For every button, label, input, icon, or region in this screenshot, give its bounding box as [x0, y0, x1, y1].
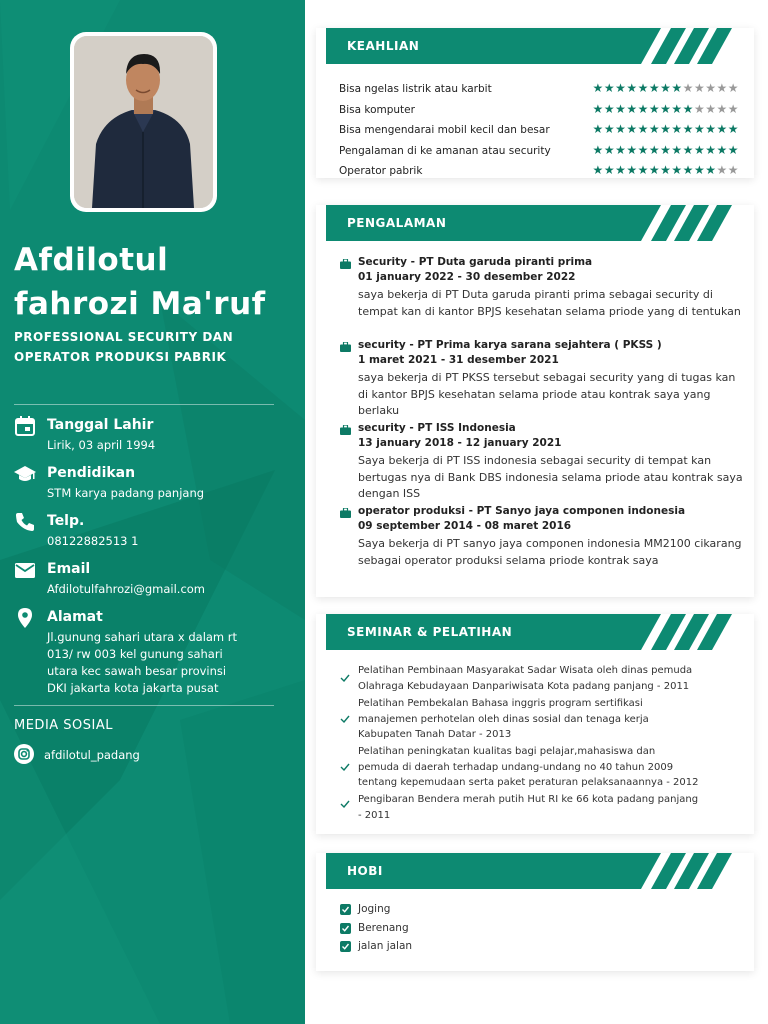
check-icon: [340, 763, 350, 771]
job-title-line-1: PROFESSIONAL SECURITY DAN: [14, 330, 234, 344]
skill-rating-stars: [593, 163, 739, 177]
star-empty-icon: ★: [693, 101, 706, 116]
birth-info: [14, 415, 294, 455]
star-filled-icon: ★: [648, 101, 661, 116]
star-empty-icon: ★: [693, 81, 706, 95]
job-title-line-2: OPERATOR PRODUKSI PABRIK: [14, 350, 227, 364]
training-line: pemuda di daerah terhadap undang-undang no 40 tahun 2009: [358, 761, 674, 773]
star-empty-icon: ★: [727, 101, 739, 116]
star-filled-icon: ★: [648, 142, 661, 157]
star-filled-icon: ★: [626, 122, 638, 136]
star-filled-icon: ★: [682, 101, 694, 116]
briefcase-icon: [340, 425, 351, 435]
star-empty-icon: ★: [682, 81, 694, 95]
email-value[interactable]: Afdilotulfahrozi@gmail.com: [47, 582, 206, 596]
star-filled-icon: ★: [637, 142, 649, 157]
skill-row: [339, 101, 739, 118]
star-filled-icon: ★: [626, 101, 638, 116]
name-line-1: Afdilotul: [14, 242, 169, 278]
training-section: [316, 614, 754, 834]
experience-dates: 01 january 2022 - 30 desember 2022: [358, 271, 576, 283]
address-line-3: utara kec sawah besar provinsi: [47, 664, 227, 678]
sidebar-divider: [14, 404, 274, 405]
phone-icon: [14, 511, 36, 533]
hobbies-section: [316, 853, 754, 971]
star-filled-icon: ★: [637, 81, 649, 95]
star-filled-icon: ★: [637, 122, 649, 136]
address-value: [47, 629, 287, 697]
check-icon: [340, 800, 350, 808]
training-line: Olahraga Kebudayaan Danpariwisata Kota padang panjang - 2011: [358, 680, 690, 692]
check-icon: [340, 715, 350, 723]
star-filled-icon: ★: [693, 122, 706, 136]
star-filled-icon: ★: [705, 122, 717, 136]
skill-row: [339, 124, 739, 138]
experience-description: saya bekerja di PT PKSS tersebut sebagai security yang di tugas kan di kantor BPJS kesehatan selama priode atau kontrak saya yang berlaku: [358, 371, 736, 417]
star-filled-icon: ★: [671, 142, 683, 157]
checkbox-checked-icon: [340, 941, 351, 952]
star-filled-icon: ★: [592, 81, 604, 95]
training-line: Pelatihan Pembekalan Bahasa inggris program sertifikasi: [358, 698, 643, 709]
education-info: [14, 463, 294, 503]
phone-info: [14, 511, 294, 551]
star-empty-icon: ★: [705, 101, 717, 116]
training-line: Kabupaten Tanah Datar - 2013: [358, 729, 512, 740]
star-empty-icon: ★: [727, 163, 739, 177]
star-half-icon: ★: [727, 122, 739, 136]
star-filled-icon: ★: [592, 122, 604, 136]
star-filled-icon: ★: [705, 142, 717, 157]
sidebar-divider: [14, 705, 274, 706]
star-filled-icon: ★: [603, 81, 616, 95]
education-label: Pendidikan: [47, 465, 136, 481]
checkbox-checked-icon: [340, 904, 351, 915]
hobbies-section-title: HOBI: [347, 864, 383, 878]
profile-photo-frame: [70, 32, 217, 212]
training-line: manajemen perhotelan oleh dinas sosial dan tenaga kerja: [358, 713, 649, 725]
star-filled-icon: ★: [660, 142, 672, 157]
skill-rating-stars: [593, 81, 739, 95]
experience-role: security - PT Prima karya sarana sejahtera ( PKSS ): [358, 339, 662, 351]
star-filled-icon: ★: [615, 122, 627, 136]
star-filled-icon: ★: [660, 122, 672, 136]
briefcase-icon: [340, 508, 351, 518]
star-empty-icon: ★: [705, 81, 717, 95]
skill-name: Pengalaman di ke amanan atau security: [339, 144, 551, 157]
star-filled-icon: ★: [648, 163, 661, 177]
star-filled-icon: ★: [682, 163, 694, 177]
star-filled-icon: ★: [592, 163, 604, 177]
profile-name: [14, 238, 299, 326]
experience-dates: 1 maret 2021 - 31 desember 2021: [358, 354, 559, 366]
skill-rating-stars: [593, 102, 739, 116]
training-text: [358, 696, 738, 743]
skills-section-title: KEAHLIAN: [347, 39, 420, 53]
skills-section-header: [316, 28, 754, 64]
calendar-icon: [14, 415, 36, 437]
star-filled-icon: ★: [693, 142, 706, 157]
star-filled-icon: ★: [693, 163, 706, 177]
experience-description: Saya bekerja di PT ISS indonesia sebagai security di tempat kan bertugas nya di Bank DBS indonesia selama priode atau kontrak saya dengan ISS: [358, 454, 743, 500]
training-line: Pelatihan peningkatan kualitas bagi pelajar,mahasiswa dan: [358, 746, 656, 757]
star-filled-icon: ★: [592, 142, 604, 157]
briefcase-icon: [340, 259, 351, 269]
experience-description: Saya bekerja di PT sanyo jaya componen indonesia MM2100 cikarang sebagai operator produksi selama priode kontrak saya: [358, 537, 742, 567]
star-filled-icon: ★: [671, 122, 683, 136]
skill-name: Bisa mengendarai mobil kecil dan besar: [339, 124, 550, 136]
hobbies-section-header: [316, 853, 754, 889]
star-filled-icon: ★: [716, 142, 728, 157]
star-empty-icon: ★: [727, 81, 739, 95]
star-filled-icon: ★: [671, 81, 683, 95]
star-filled-icon: ★: [592, 101, 604, 116]
star-filled-icon: ★: [660, 101, 672, 116]
experience-section: [316, 205, 754, 597]
address-line-4: DKI jakarta kota jakarta pusat: [47, 681, 219, 695]
star-empty-icon: ★: [716, 163, 728, 177]
experience-dates: 09 september 2014 - 08 maret 2016: [358, 520, 572, 532]
name-line-2: fahrozi Ma'ruf: [14, 286, 266, 322]
star-filled-icon: ★: [660, 163, 672, 177]
star-filled-icon: ★: [626, 163, 638, 177]
experience-role: operator produksi - PT Sanyo jaya componen indonesia: [358, 505, 686, 517]
star-empty-icon: ★: [716, 81, 728, 95]
address-line-1: Jl.gunung sahari utara x dalam rt: [47, 630, 238, 644]
star-filled-icon: ★: [637, 101, 649, 116]
checkbox-checked-icon: [340, 923, 351, 934]
star-filled-icon: ★: [615, 101, 627, 116]
skill-rating-stars: [593, 122, 739, 136]
experience-section-header: [316, 205, 754, 241]
instagram-icon: [14, 744, 34, 764]
star-filled-icon: ★: [626, 81, 638, 95]
hobby-label: jalan jalan: [358, 940, 413, 952]
section-header-banner: [326, 853, 736, 889]
skill-name: Operator pabrik: [339, 165, 423, 177]
skill-name: Bisa ngelas listrik atau karbit: [339, 83, 492, 95]
star-filled-icon: ★: [682, 122, 694, 136]
phone-value[interactable]: 08122882513 1: [47, 534, 139, 548]
star-filled-icon: ★: [615, 142, 627, 157]
star-filled-icon: ★: [615, 81, 627, 95]
star-filled-icon: ★: [705, 163, 717, 177]
star-filled-icon: ★: [716, 122, 728, 136]
star-filled-icon: ★: [648, 81, 661, 95]
training-line: - 2011: [358, 809, 391, 821]
star-filled-icon: ★: [615, 163, 627, 177]
star-filled-icon: ★: [603, 101, 616, 116]
star-filled-icon: ★: [727, 142, 739, 157]
star-filled-icon: ★: [648, 122, 661, 136]
graduation-cap-icon: [14, 463, 36, 485]
star-filled-icon: ★: [660, 81, 672, 95]
skill-row: [339, 142, 739, 159]
skill-name: Bisa komputer: [339, 103, 415, 116]
training-section-header: [316, 614, 754, 650]
experience-role: security - PT ISS Indonesia: [358, 422, 516, 434]
address-label: Alamat: [47, 609, 103, 625]
training-section-title: SEMINAR & PELATIHAN: [347, 625, 513, 639]
star-filled-icon: ★: [671, 163, 683, 177]
training-line: Pelatihan Pembinaan Masyarakat Sadar Wisata oleh dinas pemuda: [358, 665, 693, 676]
star-filled-icon: ★: [637, 163, 649, 177]
star-empty-icon: ★: [716, 101, 728, 116]
star-filled-icon: ★: [603, 122, 616, 136]
address-line-2: 013/ rw 003 kel gunung sahari: [47, 647, 223, 661]
star-filled-icon: ★: [671, 101, 683, 116]
hobby-label: Berenang: [358, 921, 409, 934]
skill-row: [339, 83, 739, 97]
star-filled-icon: ★: [626, 142, 638, 157]
email-info: [14, 559, 294, 599]
training-text: [358, 663, 738, 694]
briefcase-icon: [340, 342, 351, 352]
check-icon: [340, 674, 350, 682]
instagram-handle[interactable]: afdilotul_padang: [44, 748, 140, 762]
location-pin-icon: [14, 607, 36, 629]
experience-role: Security - PT Duta garuda piranti prima: [358, 256, 593, 268]
experience-description: saya bekerja di PT Duta garuda piranti prima sebagai security di tempat kan di kantor BPJS kesehatan selama priode yang di tentukan: [358, 288, 741, 318]
skills-section: [316, 28, 754, 178]
star-filled-icon: ★: [603, 163, 616, 177]
star-filled-icon: ★: [682, 142, 694, 157]
phone-label: Telp.: [47, 513, 85, 529]
address-info: [14, 607, 294, 699]
training-line: Pengibaran Bendera merah putih Hut RI ke 66 kota padang panjang: [358, 794, 699, 805]
birth-label: Tanggal Lahir: [47, 417, 154, 433]
education-value: STM karya padang panjang: [47, 486, 205, 500]
skill-rating-stars: [593, 143, 739, 157]
skill-row: [339, 165, 739, 179]
profile-job-title: [14, 327, 299, 367]
profile-sidebar: [0, 0, 305, 1024]
birth-value: Lirik, 03 april 1994: [47, 438, 156, 452]
email-label: Email: [47, 561, 91, 577]
mail-icon: [14, 559, 36, 581]
star-filled-icon: ★: [603, 142, 616, 157]
profile-photo: [74, 36, 213, 208]
experience-section-title: PENGALAMAN: [347, 216, 447, 230]
social-media-title: MEDIA SOSIAL: [14, 718, 114, 733]
training-text: [358, 792, 738, 823]
training-text: [358, 744, 738, 791]
hobby-label: Joging: [358, 903, 391, 915]
experience-dates: 13 january 2018 - 12 january 2021: [358, 437, 562, 449]
training-line: tentang kepemudaan serta paket peraturan pelaksanaannya - 2012: [358, 777, 699, 788]
